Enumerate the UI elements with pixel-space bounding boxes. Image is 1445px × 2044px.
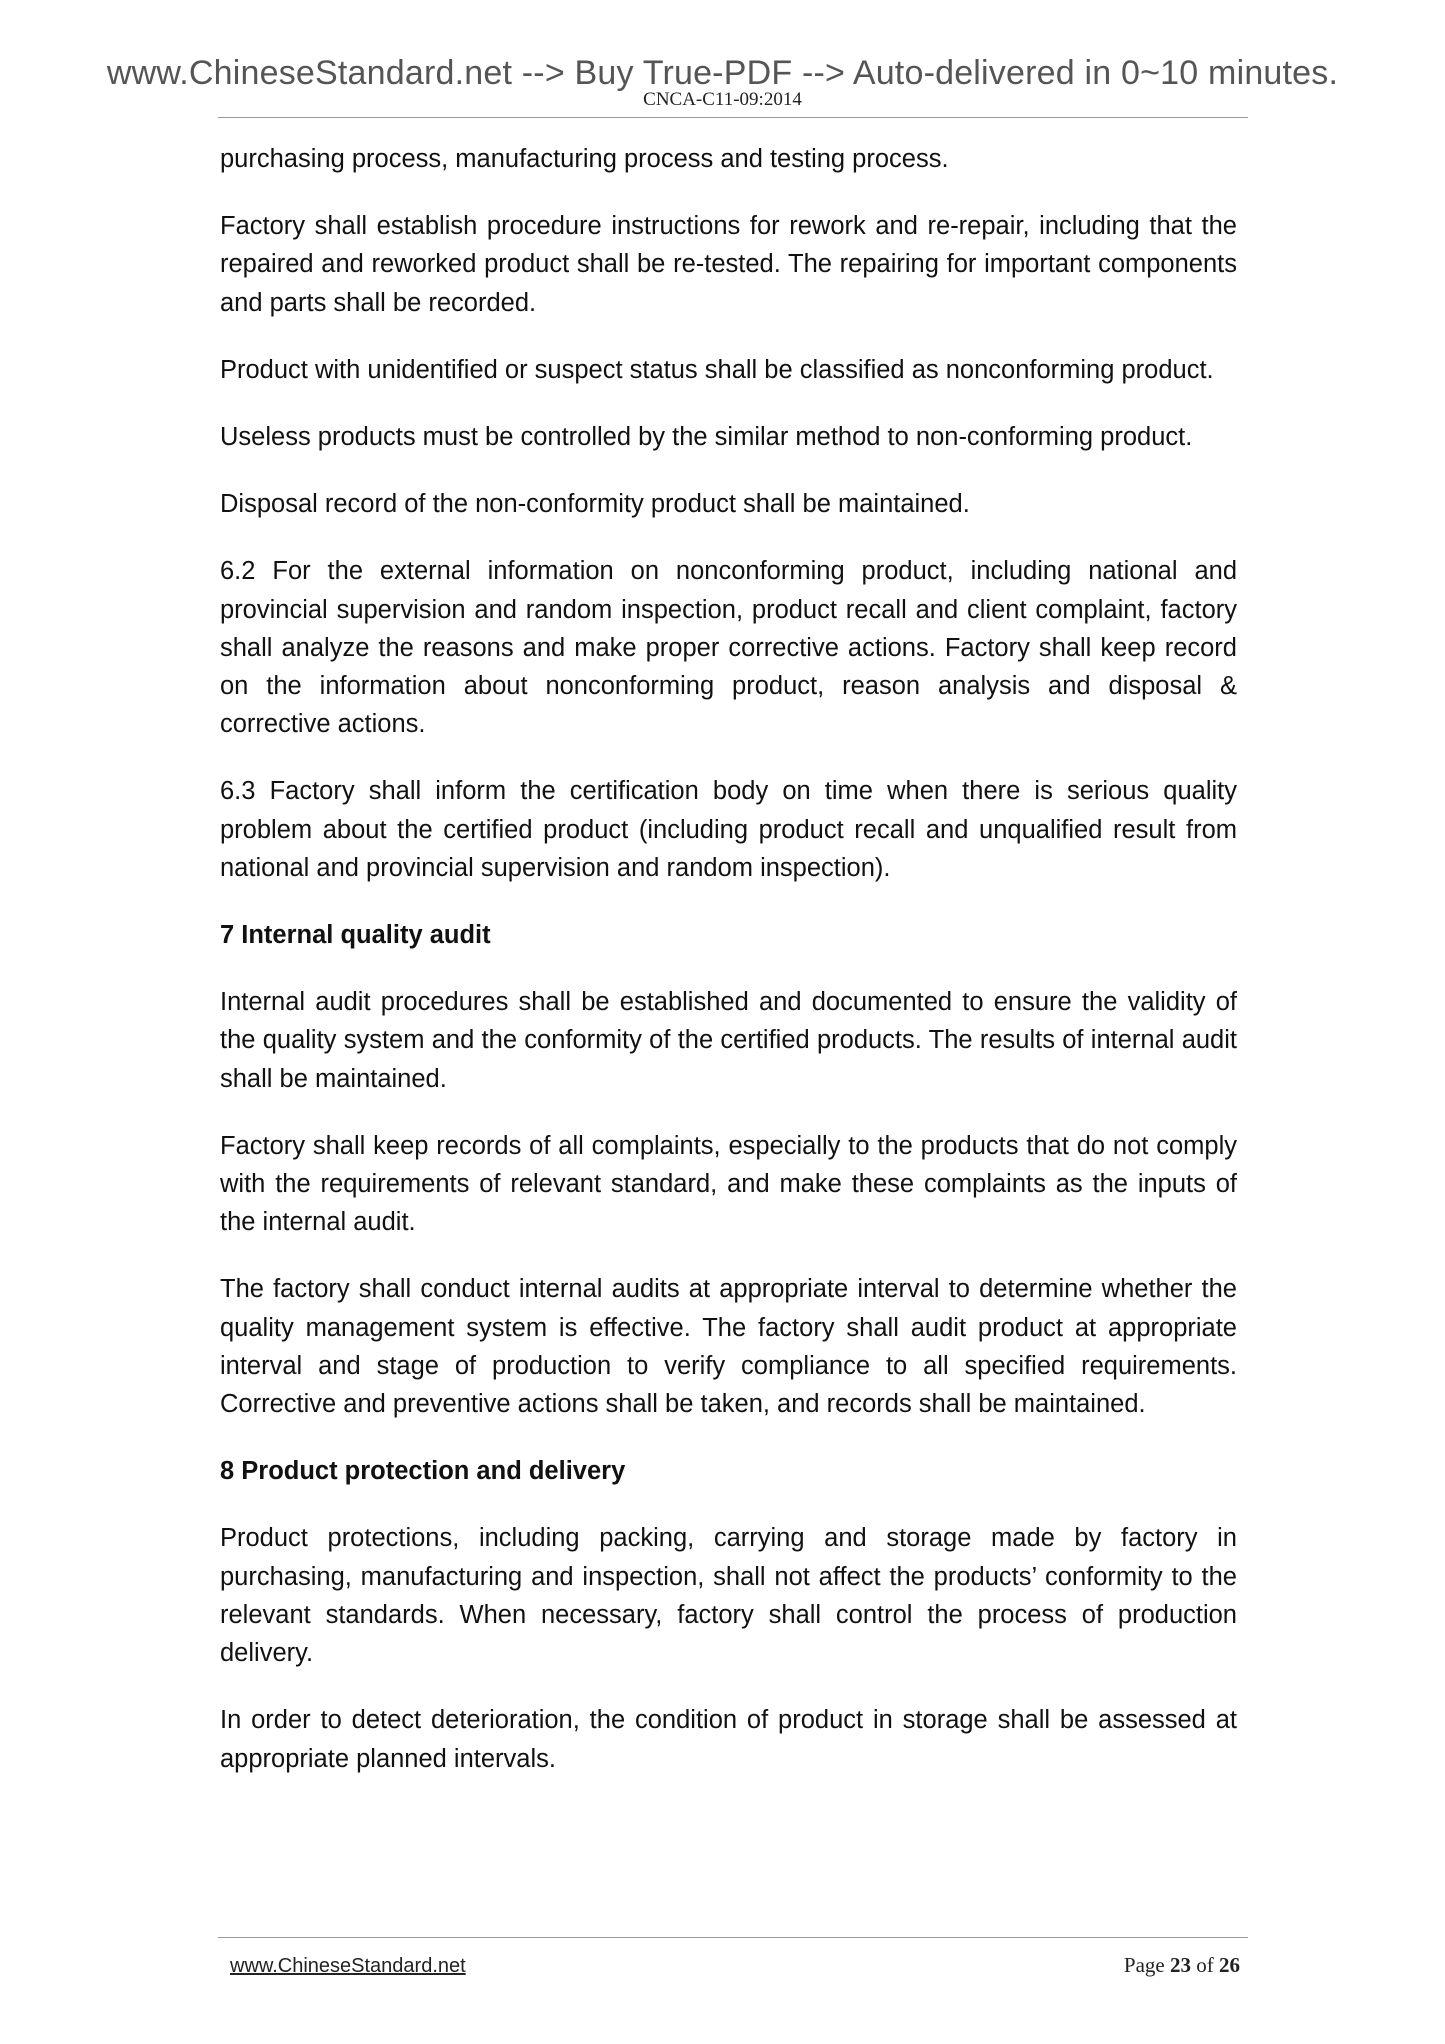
footer-divider — [218, 1937, 1248, 1938]
page-body — [220, 140, 1237, 1807]
header-divider — [218, 117, 1248, 118]
document-code: CNCA-C11-09:2014 — [643, 89, 802, 110]
paragraph-6-2: 6.2 For the external information on nonconforming product, including national and provincial supervision and random inspection, product recall and client complaint, factory shall analyze the reasons and make proper corrective actions. Factory shall keep record on the information about nonconforming product, reason analysis and disposal & corrective actions. — [220, 557, 1237, 739]
paragraph: Internal audit procedures shall be established and documented to ensure the validity of the quality system and the conformity of the certified products. The results of internal audit shall be maintained. — [220, 988, 1237, 1093]
page-prefix: Page — [1123, 1953, 1170, 1977]
paragraph: Product protections, including packing, carrying and storage made by factory in purchasing, manufacturing and inspection, shall not affect the products’ conformity to the relevant standards. When necessary, factory shall control the process of production delivery. — [220, 1524, 1237, 1668]
header-banner: www.ChineseStandard.net --> Buy True-PDF --> Auto-delivered in 0~10 minutes. — [106, 54, 1339, 92]
section-heading-7: 7 Internal quality audit — [220, 921, 491, 950]
current-page: 23 — [1170, 1953, 1191, 1977]
paragraph: purchasing process, manufacturing process and testing process. — [220, 145, 949, 173]
paragraph: Disposal record of the non-conformity product shall be maintained. — [220, 490, 970, 519]
paragraph: Useless products must be controlled by the similar method to non-conforming product. — [220, 423, 1193, 452]
paragraph: In order to detect deterioration, the condition of product in storage shall be assessed at appropriate planned intervals. — [220, 1706, 1237, 1773]
paragraph: Factory shall keep records of all complaints, especially to the products that do not comply with the requirements of relevant standard, and make these complaints as the inputs of the internal audit. — [220, 1131, 1237, 1237]
footer-website-link[interactable]: www.ChineseStandard.net — [230, 1955, 466, 1977]
paragraph-6-3: 6.3 Factory shall inform the certification body on time when there is serious quality problem about the certified product (including product recall and unqualified result from national and provincial supervision and random inspection). — [220, 777, 1237, 882]
paragraph: The factory shall conduct internal audits at appropriate interval to determine whether the quality management system is effective. The factory shall audit product at appropriate interval and stage of production to verify compliance to all specified requirements. Corrective and preventive actions shall be taken, and records shall be maintained. — [220, 1275, 1237, 1419]
section-heading-8: 8 Product protection and delivery — [220, 1457, 626, 1486]
paragraph: Factory shall establish procedure instructions for rework and re-repair, including that the repaired and reworked product shall be re-tested. The repairing for important components and parts shall be recorded. — [220, 212, 1237, 317]
paragraph: Product with unidentified or suspect status shall be classified as nonconforming product. — [220, 355, 1214, 384]
page-number — [1100, 1955, 1240, 1976]
total-pages: 26 — [1219, 1953, 1240, 1977]
page-of: of — [1191, 1953, 1219, 1977]
